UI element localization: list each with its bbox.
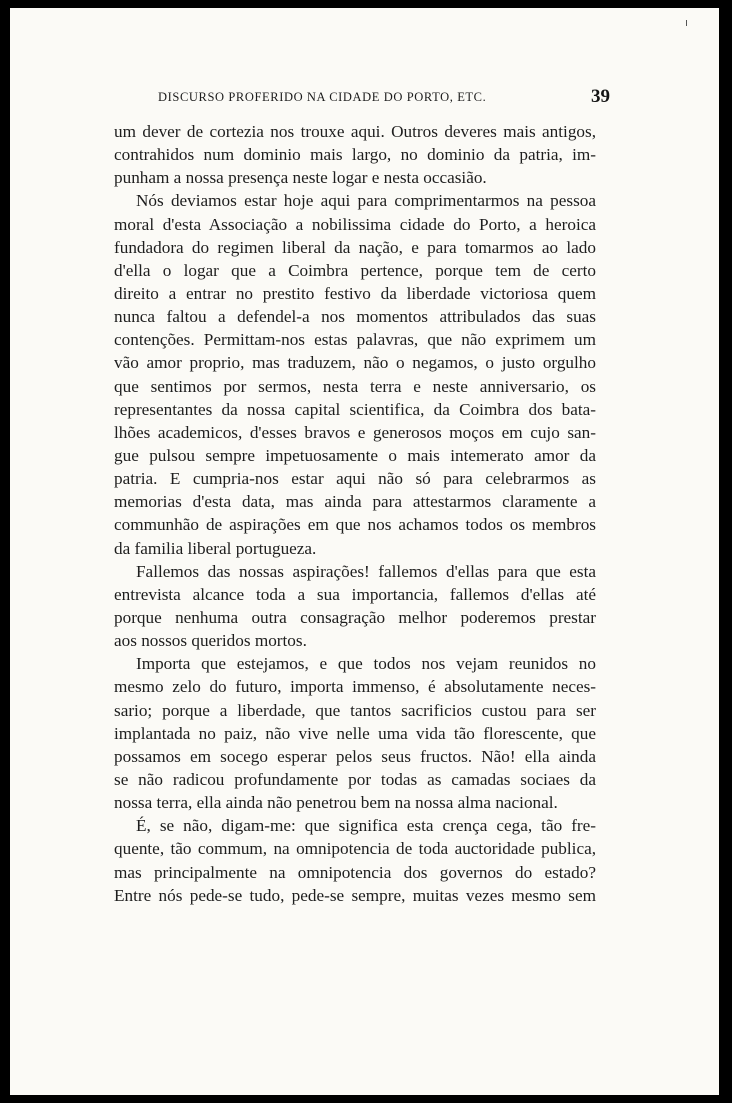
text-line: representantes da nossa capital scientifica, da Coimbra dos bata-	[114, 399, 596, 419]
paragraph	[114, 652, 596, 814]
text-line: lhões academicos, d'esses bravos e generosos moços em cujo san-	[114, 422, 596, 442]
text-line: nunca faltou a defendel-a nos momentos attribulados das suas	[114, 307, 596, 327]
paragraph	[114, 189, 596, 559]
text-line: implantada no paiz, não vive nelle uma vida tão florescente, que	[114, 723, 596, 743]
text-line: Importa que estejamos, e que todos nos vejam reunidos no	[136, 654, 596, 674]
paragraph	[114, 120, 596, 189]
text-line: vão amor proprio, mas traduzem, não o negamos, o justo orgulho	[114, 353, 596, 373]
text-line: memorias d'esta data, mas ainda para attestarmos claramente a	[114, 492, 596, 512]
margin-mark	[686, 20, 687, 26]
text-line: porque nenhuma outra consagração melhor poderemos prestar	[114, 607, 596, 627]
text-line: aos nossos queridos mortos.	[114, 631, 307, 651]
text-line: direito a entrar no prestito festivo da liberdade victoriosa quem	[114, 283, 596, 303]
text-line: d'ella o logar que a Coimbra pertence, porque tem de certo	[114, 260, 596, 280]
text-line: possamos em socego esperar pelos seus fructos. Não! ella ainda	[114, 746, 596, 766]
paragraph	[114, 814, 596, 907]
text-line: sario; porque a liberdade, que tantos sacrificios custou para ser	[114, 700, 596, 720]
text-line: É, se não, digam-me: que significa esta crença cega, tão fre-	[136, 816, 596, 836]
text-line: entrevista alcance toda a sua importancia, fallemos d'ellas até	[114, 584, 596, 604]
text-line: nossa terra, ella ainda não penetrou bem na nossa alma nacional.	[114, 793, 558, 813]
text-line: da familia liberal portugueza.	[114, 538, 317, 558]
text-line: mas principalmente na omnipotencia dos governos do estado?	[114, 862, 596, 882]
text-line: mesmo zelo do futuro, importa immenso, é absolutamente neces-	[114, 677, 596, 697]
body-text	[114, 120, 596, 907]
text-line: se não radicou profundamente por todas as camadas sociaes da	[114, 769, 596, 789]
text-line: um dever de cortezia nos trouxe aqui. Outros deveres mais antigos,	[114, 122, 596, 141]
text-line: communhão de aspirações em que nos achamos todos os membros	[114, 515, 596, 535]
text-line: Fallemos das nossas aspirações! fallemos d'ellas para que esta	[136, 561, 596, 581]
page-header	[158, 86, 610, 110]
page-number: 39	[591, 86, 610, 107]
text-line: punham a nossa presença neste logar e nesta occasião.	[114, 168, 487, 188]
text-line: patria. E cumpria-nos estar aqui não só para celebrarmos as	[114, 469, 596, 489]
text-line: Nós deviamos estar hoje aqui para comprimentarmos na pessoa	[136, 191, 596, 211]
text-line: fundadora do regimen liberal da nação, e para tomarmos ao lado	[114, 237, 596, 257]
text-line: que sentimos por sermos, nesta terra e neste anniversario, os	[114, 376, 596, 396]
text-line: contrahidos num dominio mais largo, no dominio da patria, im-	[114, 145, 596, 165]
text-line: quente, tão commum, na omnipotencia de toda auctoridade publica,	[114, 839, 596, 859]
paragraph	[114, 560, 596, 653]
book-page	[10, 8, 719, 1095]
running-head: DISCURSO PROFERIDO NA CIDADE DO PORTO, ETC.	[158, 90, 487, 104]
text-line: Entre nós pede-se tudo, pede-se sempre, muitas vezes mesmo sem	[114, 885, 596, 905]
text-line: contenções. Permittam-nos estas palavras, que não exprimem um	[114, 330, 596, 350]
text-line: moral d'esta Associação a nobilissima cidade do Porto, a heroica	[114, 214, 596, 234]
text-line: gue pulsou sempre impetuosamente o mais intemerato amor da	[114, 445, 596, 465]
